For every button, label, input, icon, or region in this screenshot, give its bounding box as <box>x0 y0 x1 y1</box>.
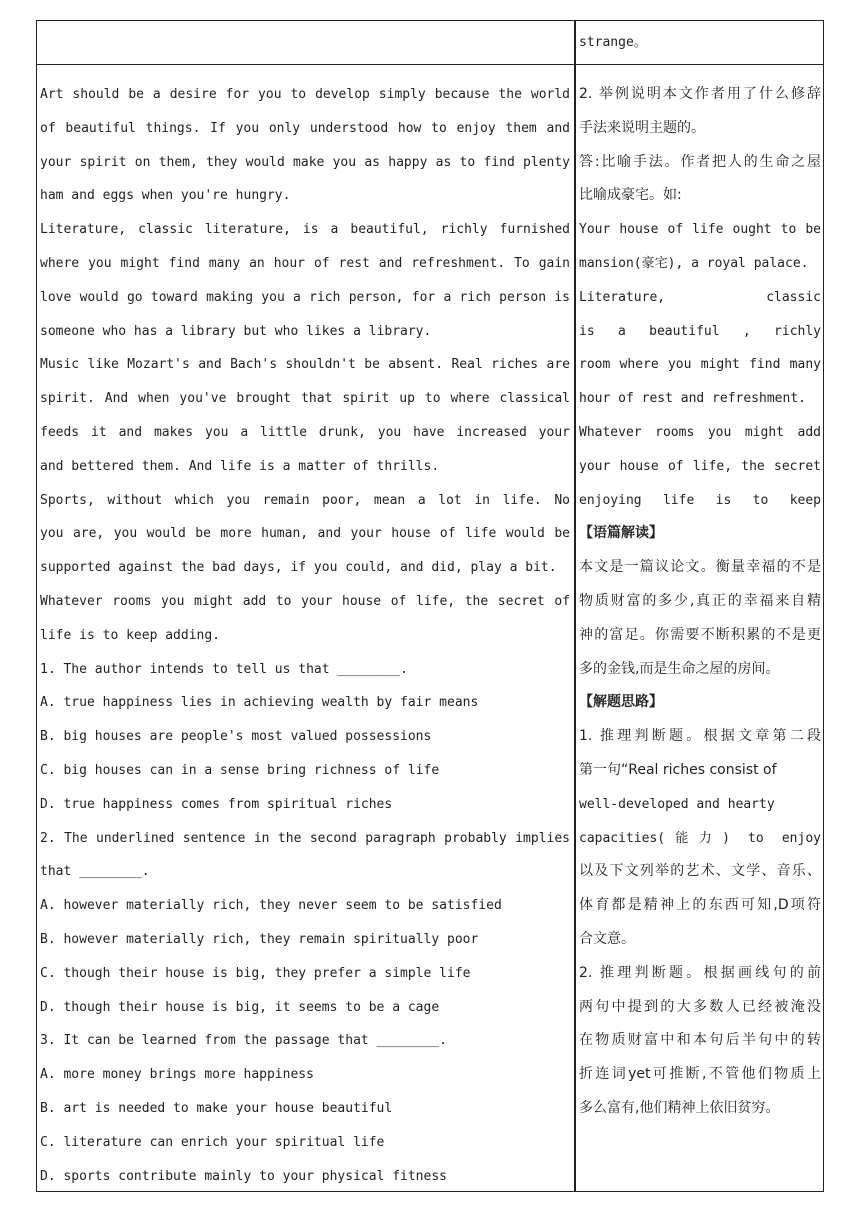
left_lines-line: supported against the bad days, if you could, and did, play a bit. <box>40 560 557 576</box>
left_lines-line: ham and eggs when you're hungry. <box>40 188 291 204</box>
analysis-column <box>579 78 821 1126</box>
left_lines-line: D. though their house is big, it seems to be a cage <box>40 999 440 1015</box>
right_lines-line: 在物质财富中和本句后半句中的转 <box>579 1032 821 1049</box>
left_lines-line: A. more money brings more happiness <box>40 1067 314 1083</box>
left_lines-line: feeds it and makes you a little drunk, you have increased your <box>40 424 570 440</box>
left_lines-line: C. though their house is big, they prefer a simple life <box>40 965 471 981</box>
right_lines-line: 2. 举例说明本文作者用了什么修辞 <box>579 86 821 102</box>
right_lines-line: capacities(能力) to enjoy <box>579 830 821 846</box>
column-divider <box>574 21 576 1191</box>
right_lines-line: 2. 推理判断题。根据画线句的前 <box>579 964 821 981</box>
left_lines-line: Whatever rooms you might add to your house of life, the secret of <box>40 593 570 609</box>
left_lines-line: B. big houses are people's most valued possessions <box>40 729 432 745</box>
left_lines-line: Sports, without which you remain poor, mean a lot in life. No <box>40 492 570 508</box>
right_lines-line: your house of life, the secret <box>579 458 821 474</box>
right_lines-line: 折连词yet可推断,不管他们物质上 <box>579 1066 821 1083</box>
left_lines-line: Literature, classic literature, is a beautiful, richly furnished <box>40 222 570 238</box>
passage-and-questions-column <box>40 78 570 1193</box>
right_lines-line: 【解题思路】 <box>579 694 663 711</box>
right_lines-line: 手法来说明主题的。 <box>579 119 705 136</box>
left_lines-line: of beautiful things. If you only understood how to enjoy them and <box>40 120 570 136</box>
right_lines-line: Your house of life ought to be <box>579 222 821 238</box>
left_lines-line: 2. The underlined sentence in the second paragraph probably implies <box>40 830 570 846</box>
right_lines-line: 第一句“Real riches consist of <box>579 761 777 778</box>
right_lines-line: 多么富有,他们精神上依旧贫穷。 <box>579 1099 780 1116</box>
left_lines-line: 1. The author intends to tell us that ________. <box>40 661 408 677</box>
left_lines-line: you are, you would be more human, and your house of life would be <box>40 526 570 542</box>
right_lines-line: 【语篇解读】 <box>579 525 663 542</box>
left_lines-line: where you might find many an hour of rest and refreshment. To gain <box>40 255 570 271</box>
left_lines-line: B. however materially rich, they remain spiritually poor <box>40 931 479 947</box>
right_lines-line: enjoying life is to keep <box>579 492 821 508</box>
right_lines-line: 两句中提到的大多数人已经被淹没 <box>579 998 821 1015</box>
right_lines-line: 以及下文列举的艺术、文学、音乐、 <box>579 863 821 880</box>
right_lines-line: Literature, classic <box>579 289 821 305</box>
right_lines-line: mansion(豪宅), a royal palace. <box>579 255 809 271</box>
left_lines-line: C. literature can enrich your spiritual life <box>40 1134 385 1150</box>
right_lines-line: 体育都是精神上的东西可知,D项符 <box>579 897 821 914</box>
right_lines-line: 答:比喻手法。作者把人的生命之屋 <box>579 153 821 170</box>
right_lines-line: room where you might find many <box>579 357 821 373</box>
left_lines-line: spirit. And when you've brought that spirit up to where classical <box>40 391 570 407</box>
right_lines-line: hour of rest and refreshment. <box>579 391 806 407</box>
right_lines-line: 合文意。 <box>579 930 635 947</box>
left_lines-line: A. however materially rich, they never seem to be satisfied <box>40 898 502 914</box>
left_lines-line: someone who has a library but who likes a library. <box>40 323 432 339</box>
right_lines-line: 物质财富的多少,真正的幸福来自精 <box>579 592 821 609</box>
right_lines-line: Whatever rooms you might add <box>579 424 821 440</box>
right_lines-line: 多的金钱,而是生命之屋的房间。 <box>579 660 780 677</box>
document-table <box>36 20 824 1192</box>
right_lines-line: well-developed and hearty <box>579 796 775 812</box>
left_lines-line: Art should be a desire for you to develop simply because the world <box>40 87 570 102</box>
left_lines-line: life is to keep adding. <box>40 627 221 643</box>
left_lines-line: D. true happiness comes from spiritual riches <box>40 796 393 812</box>
right_lines-line: 神的富足。你需要不断积累的不是更 <box>579 626 821 643</box>
right_lines-line: 比喻成豪宅。如: <box>579 187 682 204</box>
right_lines-line: 本文是一篇议论文。衡量幸福的不是 <box>579 559 821 576</box>
left_lines-line: 3. It can be learned from the passage that ________. <box>40 1033 447 1049</box>
left_lines-line: love would go toward making you a rich person, for a rich person is <box>40 289 570 305</box>
row-divider <box>37 64 823 65</box>
right_lines-line: is a beautiful , richly <box>579 323 821 339</box>
left_lines-line: C. big houses can in a sense bring richness of life <box>40 762 440 778</box>
left_lines-line: Music like Mozart's and Bach's shouldn't be absent. Real riches are <box>40 357 570 373</box>
left_lines-line: your spirit on them, they would make you as happy as to find plenty <box>40 154 570 170</box>
left_lines-line: D. sports contribute mainly to your physical fitness <box>40 1168 447 1184</box>
right_lines-line: 1. 推理判断题。根据文章第二段 <box>579 728 821 745</box>
left_lines-line: that ________. <box>40 864 150 880</box>
top-right-cell-text: strange。 <box>579 35 647 50</box>
left_lines-line: B. art is needed to make your house beautiful <box>40 1100 393 1116</box>
left_lines-line: A. true happiness lies in achieving wealth by fair means <box>40 695 479 711</box>
left_lines-line: and bettered them. And life is a matter of thrills. <box>40 458 440 474</box>
